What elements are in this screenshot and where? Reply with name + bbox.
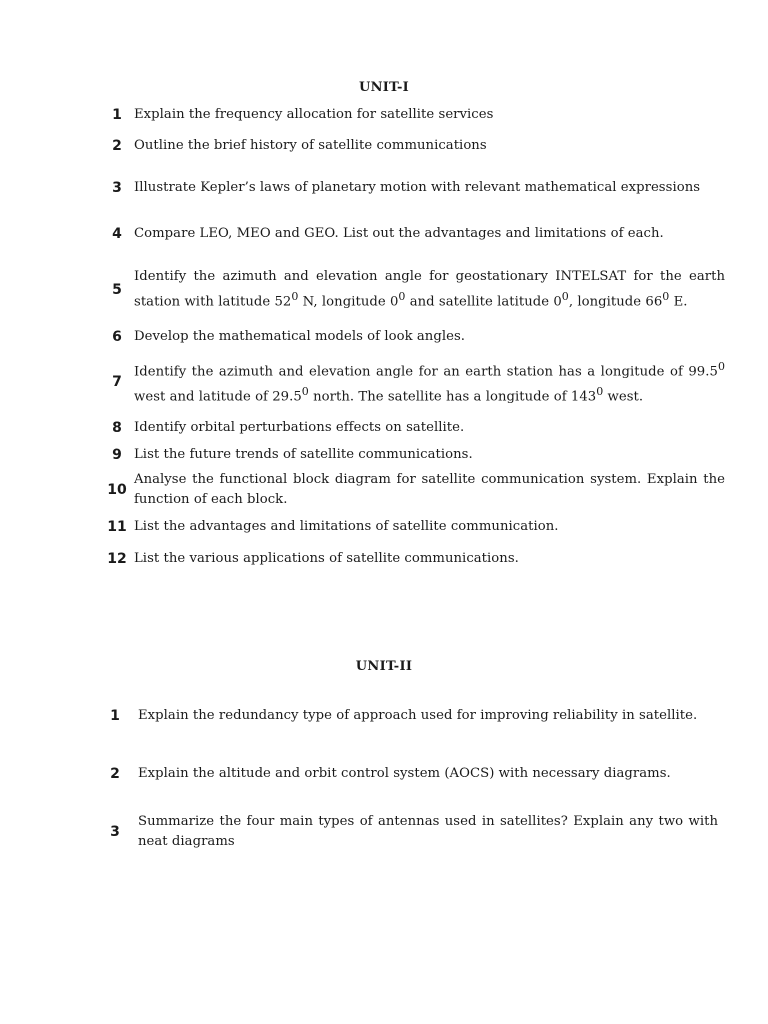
unit-2-title: UNIT-II bbox=[355, 659, 413, 674]
question-u1-9 bbox=[100, 444, 725, 466]
question-text: List the future trends of satellite communications. bbox=[134, 447, 473, 462]
question-u1-2 bbox=[100, 135, 725, 157]
question-text: Summarize the four main types of antennas used in satellites? Explain any two with neat diagrams bbox=[138, 814, 718, 849]
question-u1-11 bbox=[100, 516, 725, 538]
question-number: 7 bbox=[112, 374, 122, 390]
question-u1-12 bbox=[100, 548, 725, 570]
question-text: Compare LEO, MEO and GEO. List out the advantages and limitations of each. bbox=[134, 226, 664, 241]
question-text: Identify orbital perturbations effects on satellite. bbox=[134, 420, 465, 435]
question-u1-6 bbox=[100, 326, 725, 348]
question-number: 4 bbox=[112, 226, 122, 242]
question-number: 8 bbox=[112, 420, 122, 436]
question-text: Identify the azimuth and elevation angle for an earth station has a longitude of 99.5$^0$ west and latitude of 29.5$^0$ north. The satellite has a longitude of $143^0$ west. bbox=[134, 359, 725, 405]
question-text: List the advantages and limitations of satellite communication. bbox=[134, 519, 559, 534]
question-u1-10 bbox=[100, 470, 725, 510]
question-number: 12 bbox=[107, 551, 127, 567]
question-u2-3 bbox=[100, 812, 718, 852]
question-u1-4 bbox=[100, 214, 725, 254]
question-number: 2 bbox=[110, 766, 120, 782]
question-text: Explain the frequency allocation for satellite services bbox=[134, 107, 494, 122]
question-text: Outline the brief history of satellite communications bbox=[134, 138, 487, 153]
question-number: 1 bbox=[112, 107, 122, 123]
question-number: 6 bbox=[112, 329, 122, 345]
question-text: Explain the altitude and orbit control system (AOCS) with necessary diagrams. bbox=[138, 766, 671, 781]
question-text: List the various applications of satellite communications. bbox=[134, 551, 519, 566]
question-u1-7 bbox=[100, 352, 725, 412]
question-text: Analyse the functional block diagram for satellite communication system. Explain the function of each block. bbox=[134, 472, 725, 507]
question-text: Develop the mathematical models of look angles. bbox=[134, 329, 466, 344]
question-number: 11 bbox=[107, 519, 127, 535]
unit-1-title: UNIT-I bbox=[358, 80, 410, 95]
question-number: 3 bbox=[110, 824, 120, 840]
question-u2-1 bbox=[100, 696, 718, 736]
question-text: Illustrate Kepler’s laws of planetary motion with relevant mathematical expressions bbox=[134, 180, 701, 195]
question-text: Identify the azimuth and elevation angle for geostationary INTELSAT for the earth station with latitude $52^0$ N, longitude $0^0$ and satellite latitude $0^0$, longitude $66^0$ E. bbox=[134, 269, 725, 310]
question-number: 9 bbox=[112, 447, 122, 463]
question-u1-1 bbox=[100, 104, 725, 126]
question-u1-5 bbox=[100, 260, 725, 320]
question-u1-3 bbox=[100, 168, 725, 208]
question-number: 1 bbox=[110, 708, 120, 724]
question-u2-2 bbox=[100, 754, 718, 794]
question-number: 10 bbox=[107, 482, 127, 498]
question-number: 3 bbox=[112, 180, 122, 196]
question-u1-8 bbox=[100, 417, 725, 439]
question-text: Explain the redundancy type of approach used for improving reliability in satellite. bbox=[138, 708, 698, 723]
question-number: 2 bbox=[112, 138, 122, 154]
question-number: 5 bbox=[112, 282, 122, 298]
